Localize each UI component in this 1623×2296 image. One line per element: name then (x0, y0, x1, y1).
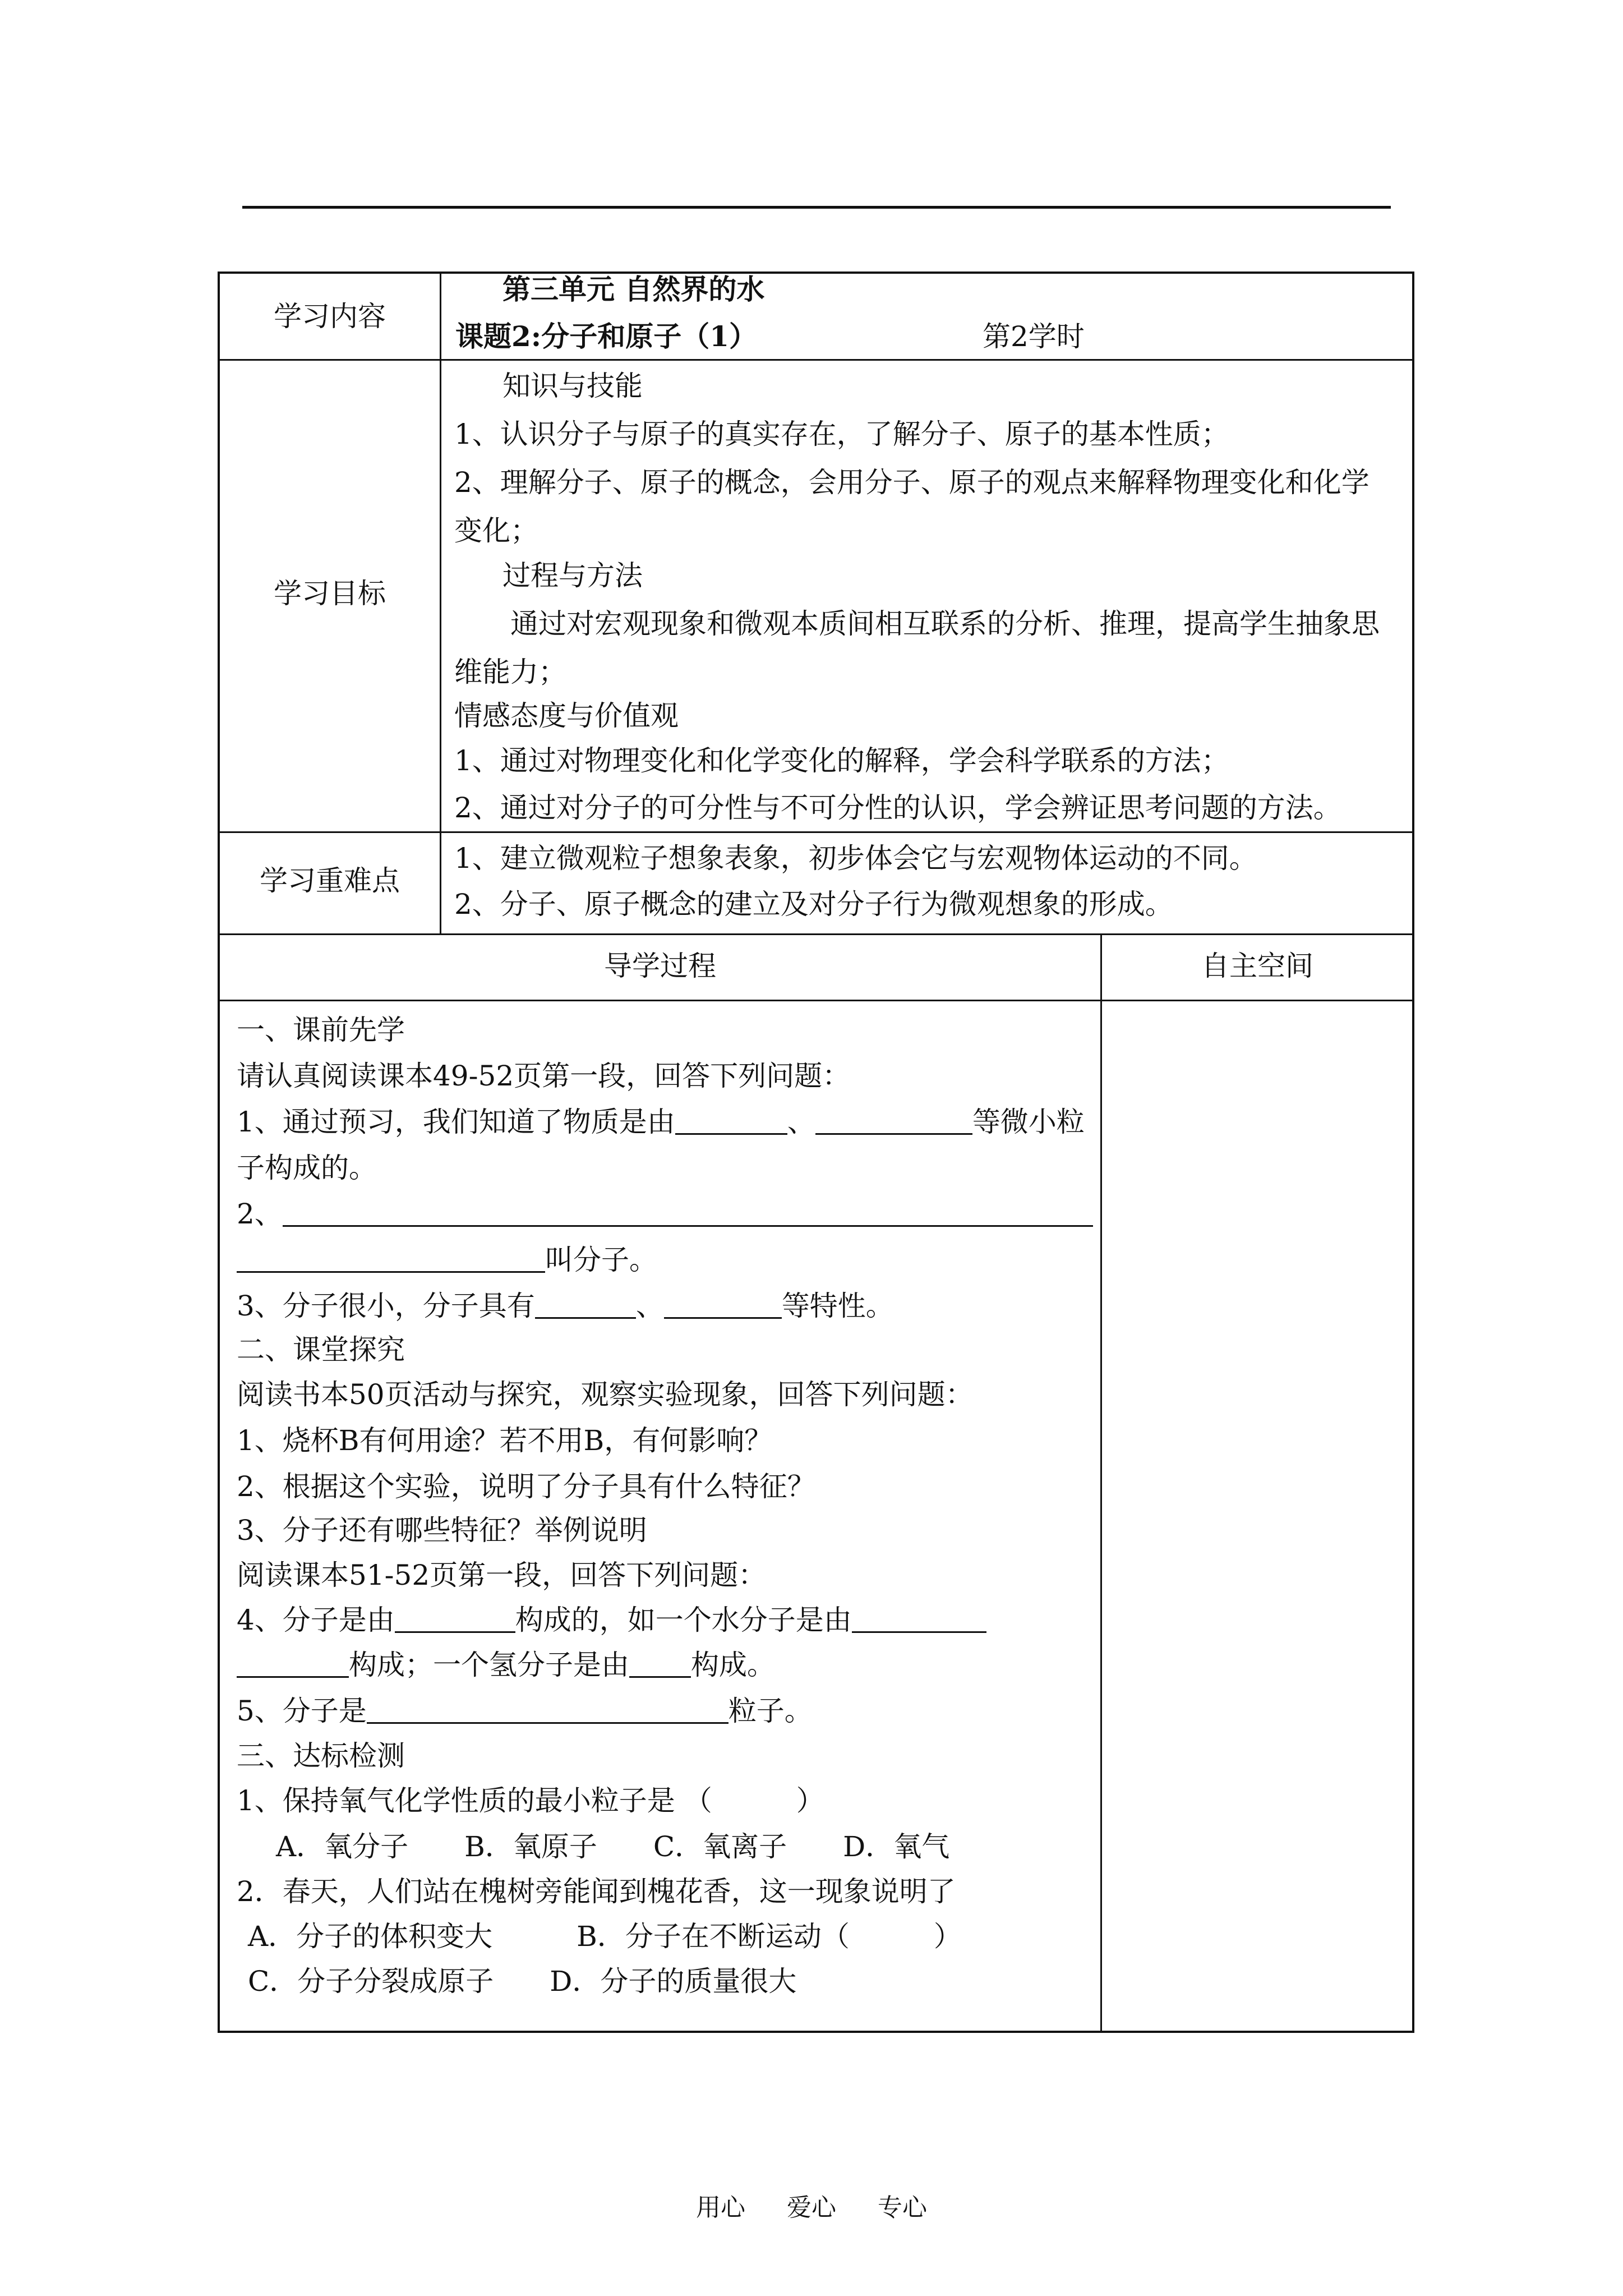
row-divider (220, 359, 1412, 361)
objective-line: 1、认识分子与原子的真实存在，了解分子、原子的基本性质； (454, 418, 1229, 450)
objective-line: 过程与方法 (502, 559, 643, 592)
period: 第2学时 (983, 320, 1085, 353)
label-content: 学习内容 (274, 300, 386, 333)
test-options: A．分子的体积变大 B．分子在不断运动（ ） (248, 1920, 962, 1953)
objective-line: 变化； (454, 514, 538, 547)
header-rule (242, 206, 1391, 209)
objective-line: 情感态度与价值观 (454, 700, 679, 732)
lesson-table (218, 272, 1414, 2033)
blank-line[interactable] (535, 1290, 636, 1319)
question-text: 构成。 (691, 1649, 775, 1681)
objective-line: 2、通过对分子的可分性与不可分性的认识，学会辨证思考问题的方法。 (454, 792, 1341, 824)
objective-line: 2、理解分子、原子的概念，会用分子、原子的观点来解释物理变化和化学 (454, 466, 1370, 499)
label-process: 导学过程 (604, 950, 716, 982)
blank-line[interactable] (283, 1198, 1093, 1227)
column-divider (1100, 933, 1102, 2031)
blank-line[interactable] (815, 1106, 972, 1135)
test-question: 2．春天，人们站在槐树旁能闻到槐花香，这一现象说明了 (237, 1875, 956, 1908)
column-divider (440, 274, 441, 933)
class-question: 1、烧杯B有何用途？若不用B，有何影响？ (237, 1424, 773, 1457)
question-text: 3、分子很小，分子具有 (237, 1290, 535, 1322)
objective-line: 1、通过对物理变化和化学变化的解释，学会科学联系的方法； (454, 744, 1229, 777)
question-text: 1、通过预习，我们知道了物质是由 (237, 1106, 675, 1138)
label-objectives: 学习目标 (274, 577, 386, 610)
lesson-title: 课题2:分子和原子（1） (455, 320, 758, 353)
footer-slogan: 用心 爱心 专心 (696, 2193, 927, 2222)
label-space: 自主空间 (1201, 950, 1313, 982)
question-text: 构成；一个氢分子是由 (349, 1649, 629, 1681)
unit-title: 第三单元 自然界的水 (502, 273, 765, 306)
test-question: 1、保持氧气化学性质的最小粒子是 （ ） (237, 1784, 824, 1817)
question-1 (237, 1105, 1085, 1139)
question-2 (237, 1197, 1093, 1231)
row-divider (220, 831, 1412, 833)
section-pre-title: 一、课前先学 (237, 1014, 405, 1046)
blank-line[interactable] (629, 1649, 691, 1678)
question-text: 2、 (237, 1198, 283, 1230)
row-divider (220, 1000, 1412, 1001)
question-text: 叫分子。 (545, 1244, 657, 1276)
question-text: 、 (787, 1106, 815, 1138)
question-text: 4、分子是由 (237, 1604, 395, 1636)
blank-line[interactable] (675, 1106, 787, 1135)
test-options: A．氧分子 B．氧原子 C．氧离子 D．氧气 (276, 1830, 950, 1863)
question-text: 粒子。 (728, 1695, 813, 1727)
question-text: 等微小粒 (972, 1106, 1085, 1138)
objective-line: 知识与技能 (502, 370, 643, 402)
section-test-title: 三、达标检测 (237, 1740, 405, 1772)
question-1-cont: 子构成的。 (237, 1152, 377, 1184)
objective-line: 通过对宏观现象和微观本质间相互联系的分析、推理，提高学生抽象思 (510, 608, 1380, 640)
class-question: 2、根据这个实验，说明了分子具有什么特征？ (237, 1470, 815, 1503)
blank-line[interactable] (664, 1290, 782, 1319)
question-text: 构成的，如一个水分子是由 (515, 1604, 852, 1636)
test-options: C．分子分裂成原子 D．分子的质量很大 (248, 1965, 797, 1998)
question-text: 5、分子是 (237, 1695, 367, 1727)
blank-line[interactable] (852, 1604, 986, 1633)
objective-line: 维能力； (454, 656, 566, 688)
blank-line[interactable] (395, 1604, 515, 1633)
section-class-title: 二、课堂探究 (237, 1333, 405, 1366)
question-5 (237, 1694, 813, 1728)
key-point-line: 1、建立微观粒子想象表象，初步体会它与宏观物体运动的不同。 (454, 842, 1257, 875)
question-text: 、 (635, 1290, 664, 1322)
class-intro: 阅读书本50页活动与探究，观察实验现象，回答下列问题： (237, 1378, 974, 1411)
label-key-points: 学习重难点 (260, 864, 400, 897)
question-4-cont (237, 1648, 775, 1682)
pre-intro: 请认真阅读课本49-52页第一段，回答下列问题： (237, 1060, 851, 1092)
blank-line[interactable] (237, 1244, 545, 1273)
class-question: 3、分子还有哪些特征？举例说明 (237, 1514, 647, 1547)
question-3 (237, 1289, 894, 1323)
key-point-line: 2、分子、原子概念的建立及对分子行为微观想象的形成。 (454, 888, 1173, 921)
blank-line[interactable] (367, 1695, 728, 1724)
question-4 (237, 1603, 986, 1637)
row-divider (220, 933, 1412, 935)
read-instruction: 阅读课本51-52页第一段，回答下列问题： (237, 1559, 767, 1591)
question-2-cont (237, 1243, 657, 1277)
blank-line[interactable] (237, 1649, 349, 1678)
question-text: 等特性。 (781, 1290, 894, 1322)
